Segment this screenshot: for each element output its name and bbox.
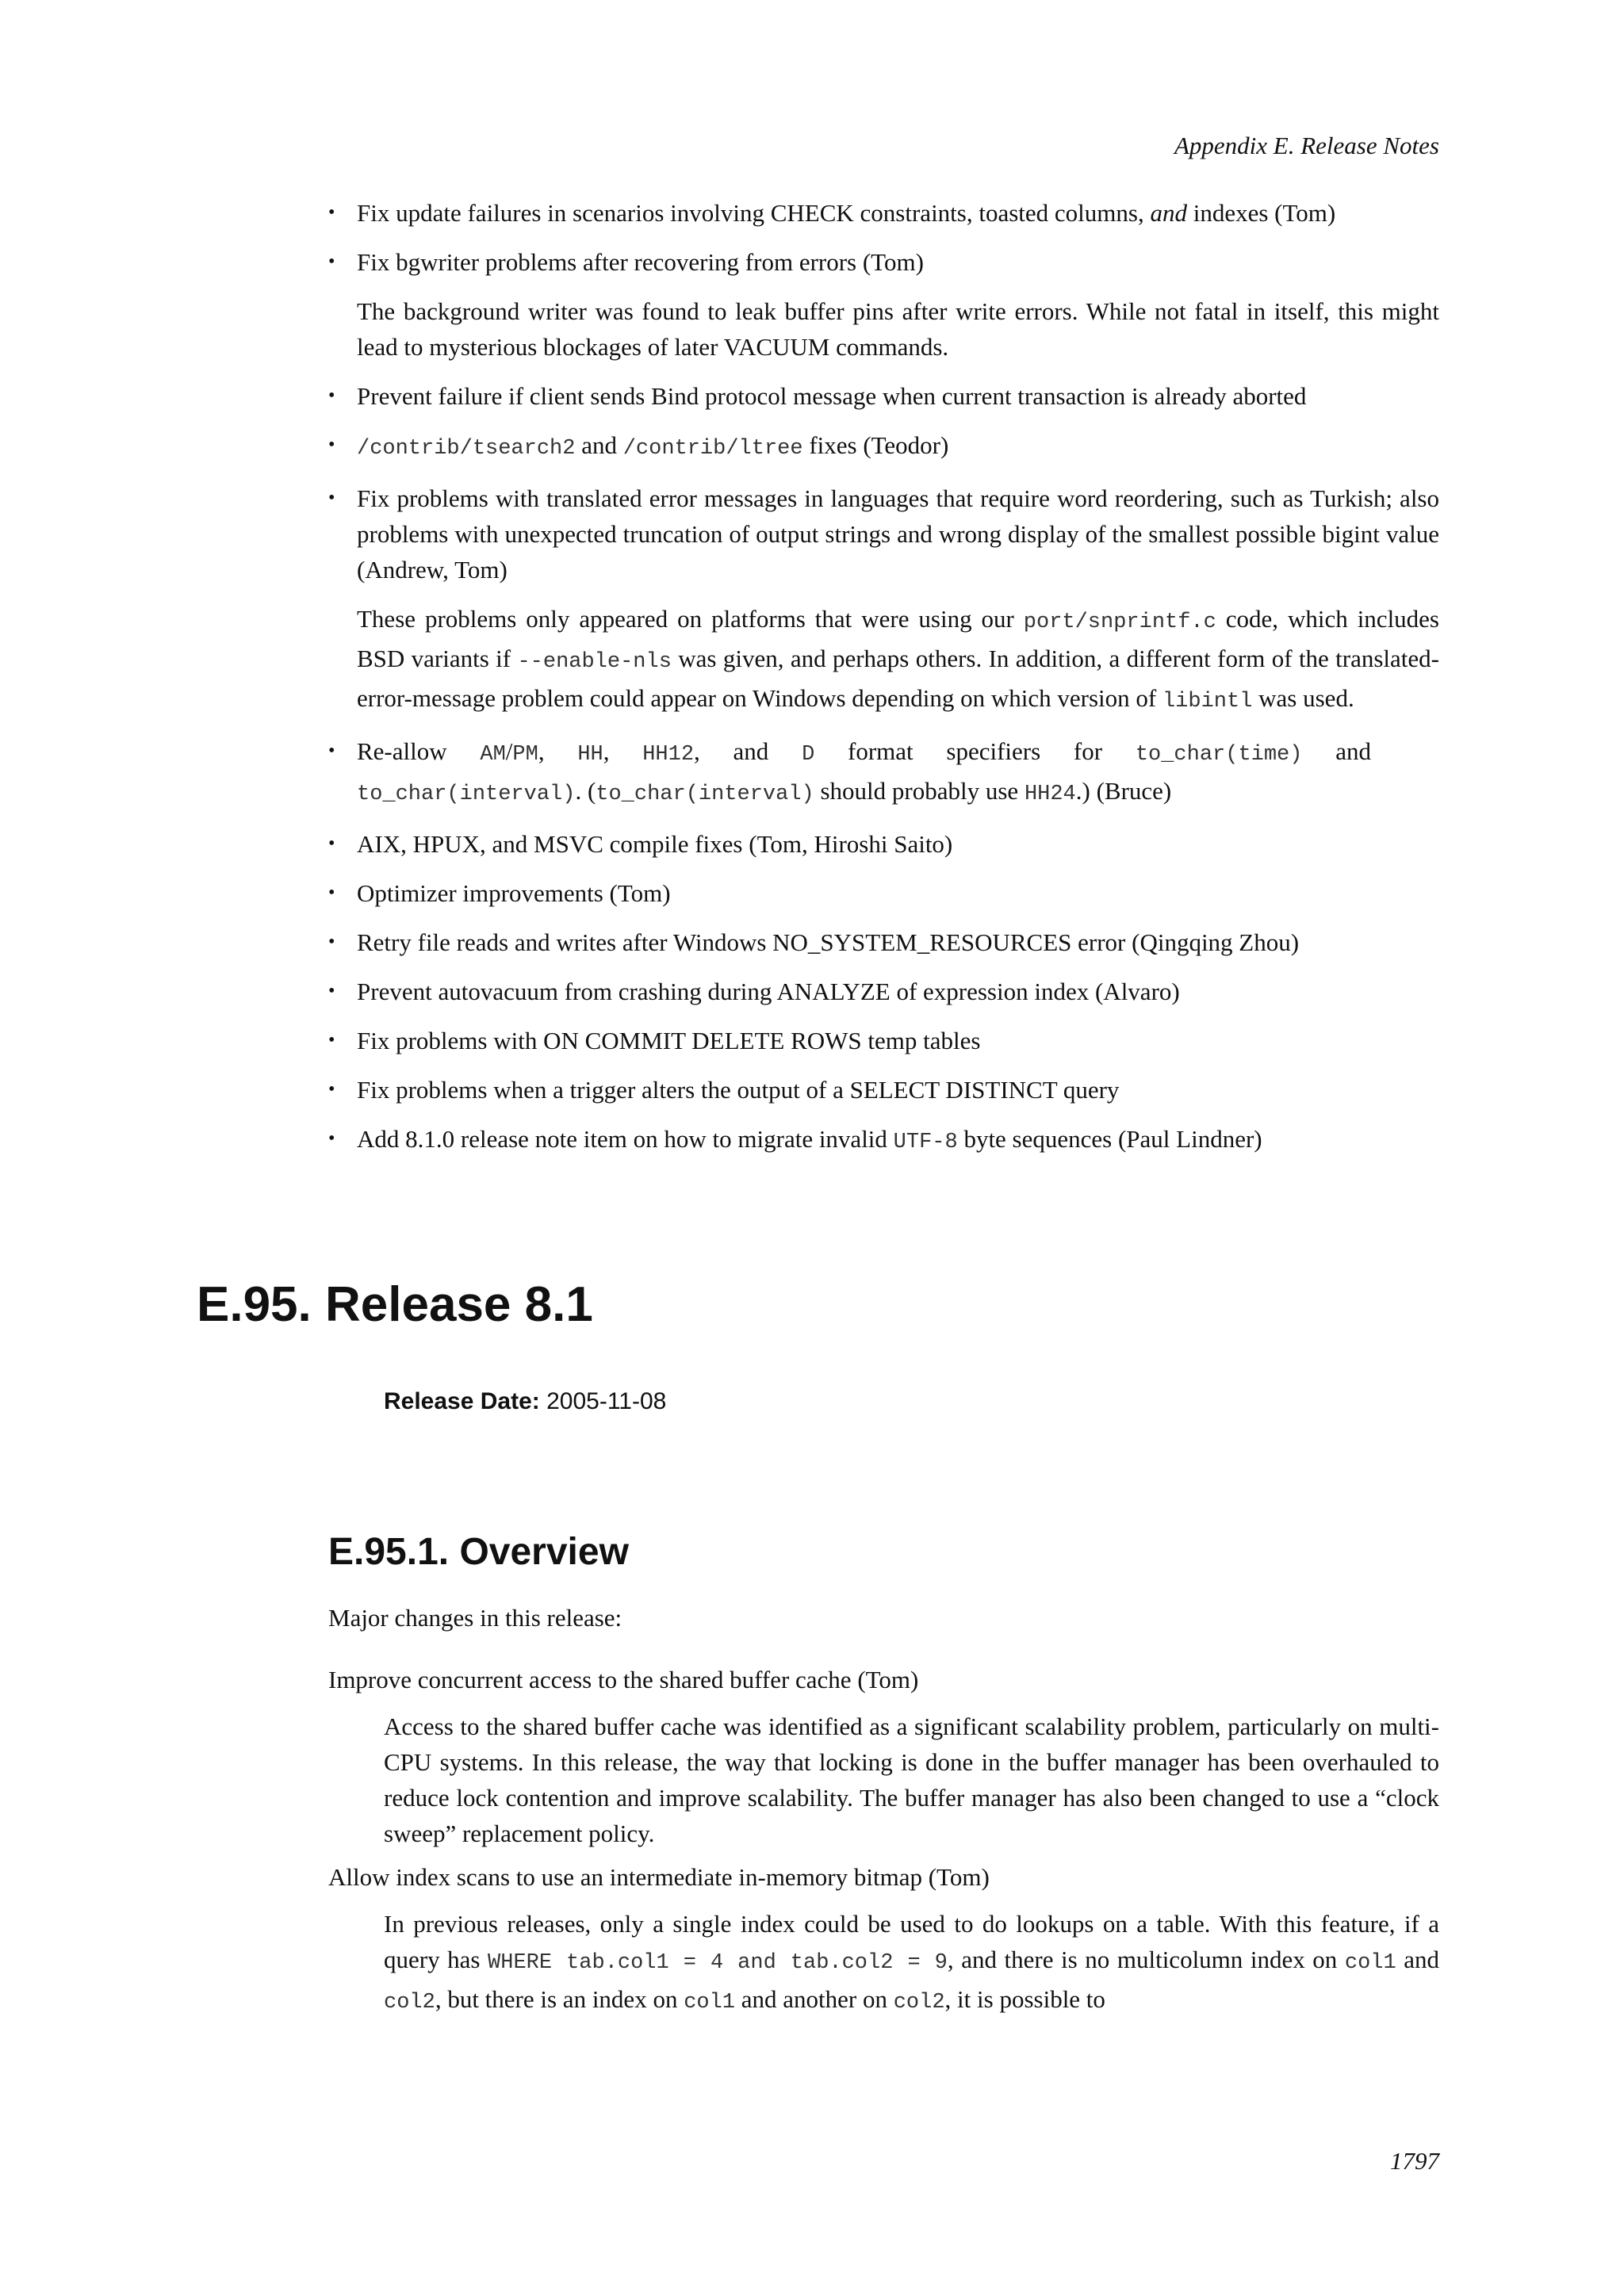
item-text: fixes (Teodor) — [802, 431, 949, 459]
subsection-title: E.95.1. Overview — [328, 1531, 629, 1573]
item-text: , and — [694, 737, 802, 765]
bullet-icon: • — [328, 385, 335, 406]
item-text: Retry file reads and writes after Windows NO_SYSTEM_RESOURCES error (Qingqing Zhou) — [357, 928, 1300, 956]
code-column: col1 — [684, 1991, 736, 2015]
item-note: The background writer was found to leak buffer pins after write errors. While not fatal in itself, this might lead to mysterious blockages of later VACUUM commands. — [357, 297, 1439, 361]
item-text: and — [575, 431, 623, 459]
code-specifier: AM — [480, 743, 506, 767]
code-file: port/snprintf.c — [1023, 610, 1216, 634]
bullet-icon: • — [328, 1030, 335, 1050]
bullet-icon: • — [328, 434, 335, 455]
item-line — [357, 737, 1371, 765]
list-item — [328, 427, 1439, 467]
description-text: and another on — [735, 1985, 894, 2013]
page-number: 1797 — [1390, 2147, 1439, 2175]
note-text: was given, and perhaps others. In addition, a different form of the translated-error-message problem could appear on Windows depending on which version of — [357, 645, 1440, 712]
item-text: . ( — [575, 777, 596, 805]
fixes-list — [328, 195, 1439, 1174]
item-text: Prevent autovacuum from crashing during ANALYZE of expression index (Alvaro) — [357, 978, 1180, 1005]
description-text: , but there is an index on — [435, 1985, 684, 2013]
bullet-icon: • — [328, 833, 335, 854]
item-text: AIX, HPUX, and MSVC compile fixes (Tom, Hiroshi Saito) — [357, 830, 953, 858]
item-emphasis: and — [1150, 199, 1187, 227]
code-specifier: HH — [577, 743, 603, 767]
code-specifier: PM — [512, 743, 538, 767]
release-date — [384, 1386, 666, 1418]
item-text: / — [505, 737, 513, 765]
code-specifier: HH24 — [1024, 783, 1076, 806]
code-query: WHERE tab.col1 = 4 and tab.col2 = 9 — [488, 1951, 948, 1975]
note-text: code, which includes BSD variants if — [357, 605, 1439, 672]
item-text: .) (Bruce) — [1075, 777, 1172, 805]
release-date-label: Release Date: — [384, 1388, 540, 1414]
code-function: to_char(interval) — [357, 783, 576, 806]
list-item — [328, 244, 1439, 365]
list-item — [328, 195, 1439, 231]
list-item — [328, 924, 1439, 960]
item-text: Fix update failures in scenarios involving CHECK constraints, toasted columns, — [357, 199, 1151, 227]
item-note — [357, 601, 1439, 720]
overview-description — [384, 1906, 1439, 2021]
item-text: Fix problems with translated error messages in languages that require word reordering, such as Turkish; also problems with unexpected truncation of output strings and wrong display of the smallest possible bigint value (Andrew, Tom) — [357, 484, 1439, 584]
bullet-icon: • — [328, 488, 335, 508]
list-item — [328, 1072, 1439, 1108]
description-text: , it is possible to — [944, 1985, 1105, 2013]
item-text: byte sequences (Paul Lindner) — [957, 1125, 1262, 1153]
note-text: These problems only appeared on platforms that were using our — [357, 605, 1024, 633]
item-text: and — [1302, 737, 1371, 765]
item-text: , — [538, 737, 578, 765]
code-function: to_char(interval) — [596, 783, 814, 806]
bullet-icon: • — [328, 202, 335, 223]
list-item — [328, 733, 1439, 813]
item-text: should probably use — [814, 777, 1025, 805]
running-header: Appendix E. Release Notes — [1174, 132, 1439, 159]
list-item — [328, 1121, 1439, 1161]
list-item — [328, 1023, 1439, 1058]
code-path: /contrib/ltree — [622, 437, 803, 461]
bullet-icon: • — [328, 1128, 335, 1149]
description-text: and — [1396, 1946, 1440, 1973]
bullet-icon: • — [328, 251, 335, 272]
bullet-icon: • — [328, 740, 335, 761]
code-path: /contrib/tsearch2 — [357, 437, 576, 461]
description-text: , and there is no multicolumn index on — [947, 1946, 1345, 1973]
overview-term: Allow index scans to use an intermediate in-memory bitmap (Tom) — [328, 1863, 990, 1891]
code-flag: --enable-nls — [517, 650, 672, 674]
item-text: format specifiers for — [814, 737, 1136, 765]
item-text: Fix problems with ON COMMIT DELETE ROWS temp tables — [357, 1027, 981, 1054]
item-text: indexes (Tom) — [1186, 199, 1336, 227]
note-text: was used. — [1252, 684, 1354, 712]
item-text: Add 8.1.0 release note item on how to migrate invalid — [357, 1125, 894, 1153]
list-item — [328, 875, 1439, 911]
overview-term: Improve concurrent access to the shared buffer cache (Tom) — [328, 1666, 919, 1693]
bullet-icon: • — [328, 882, 335, 903]
item-text: Re-allow — [357, 737, 481, 765]
code-lib: libintl — [1162, 690, 1253, 714]
description-text: In previous releases, only a single index could be used to do lookups on a table. With this feature, if a query has — [384, 1910, 1439, 1973]
item-text: Fix problems when a trigger alters the output of a SELECT DISTINCT query — [357, 1076, 1120, 1104]
bullet-icon: • — [328, 932, 335, 952]
list-item — [328, 378, 1439, 414]
code-column: col2 — [893, 1991, 945, 2015]
bullet-icon: • — [328, 1079, 335, 1100]
item-text: Fix bgwriter problems after recovering from errors (Tom) — [357, 248, 924, 276]
code-function: to_char(time) — [1135, 743, 1303, 767]
code-specifier: D — [802, 743, 815, 767]
code-column: col1 — [1344, 1951, 1396, 1975]
bullet-icon: • — [328, 981, 335, 1001]
release-date-value: 2005-11-08 — [539, 1388, 667, 1414]
overview-list — [328, 1662, 1439, 2029]
overview-description: Access to the shared buffer cache was identified as a significant scalability problem, particularly on multi-CPU systems. In this release, the way that locking is done in the buffer manager has been overhauled to reduce lock contention and improve scalability. The buffer manager has also been changed to use a “clock sweep” replacement policy. — [384, 1712, 1439, 1847]
item-text: Optimizer improvements (Tom) — [357, 879, 671, 907]
list-item — [328, 974, 1439, 1009]
code-column: col2 — [384, 1991, 435, 2015]
code-encoding: UTF-8 — [893, 1131, 958, 1154]
list-item — [328, 480, 1439, 720]
code-specifier: HH12 — [642, 743, 695, 767]
overview-intro: Major changes in this release: — [328, 1604, 622, 1632]
item-text: Prevent failure if client sends Bind protocol message when current transaction is already aborted — [357, 382, 1307, 410]
section-title: E.95. Release 8.1 — [197, 1277, 593, 1332]
list-item — [328, 826, 1439, 862]
item-text: , — [603, 737, 643, 765]
